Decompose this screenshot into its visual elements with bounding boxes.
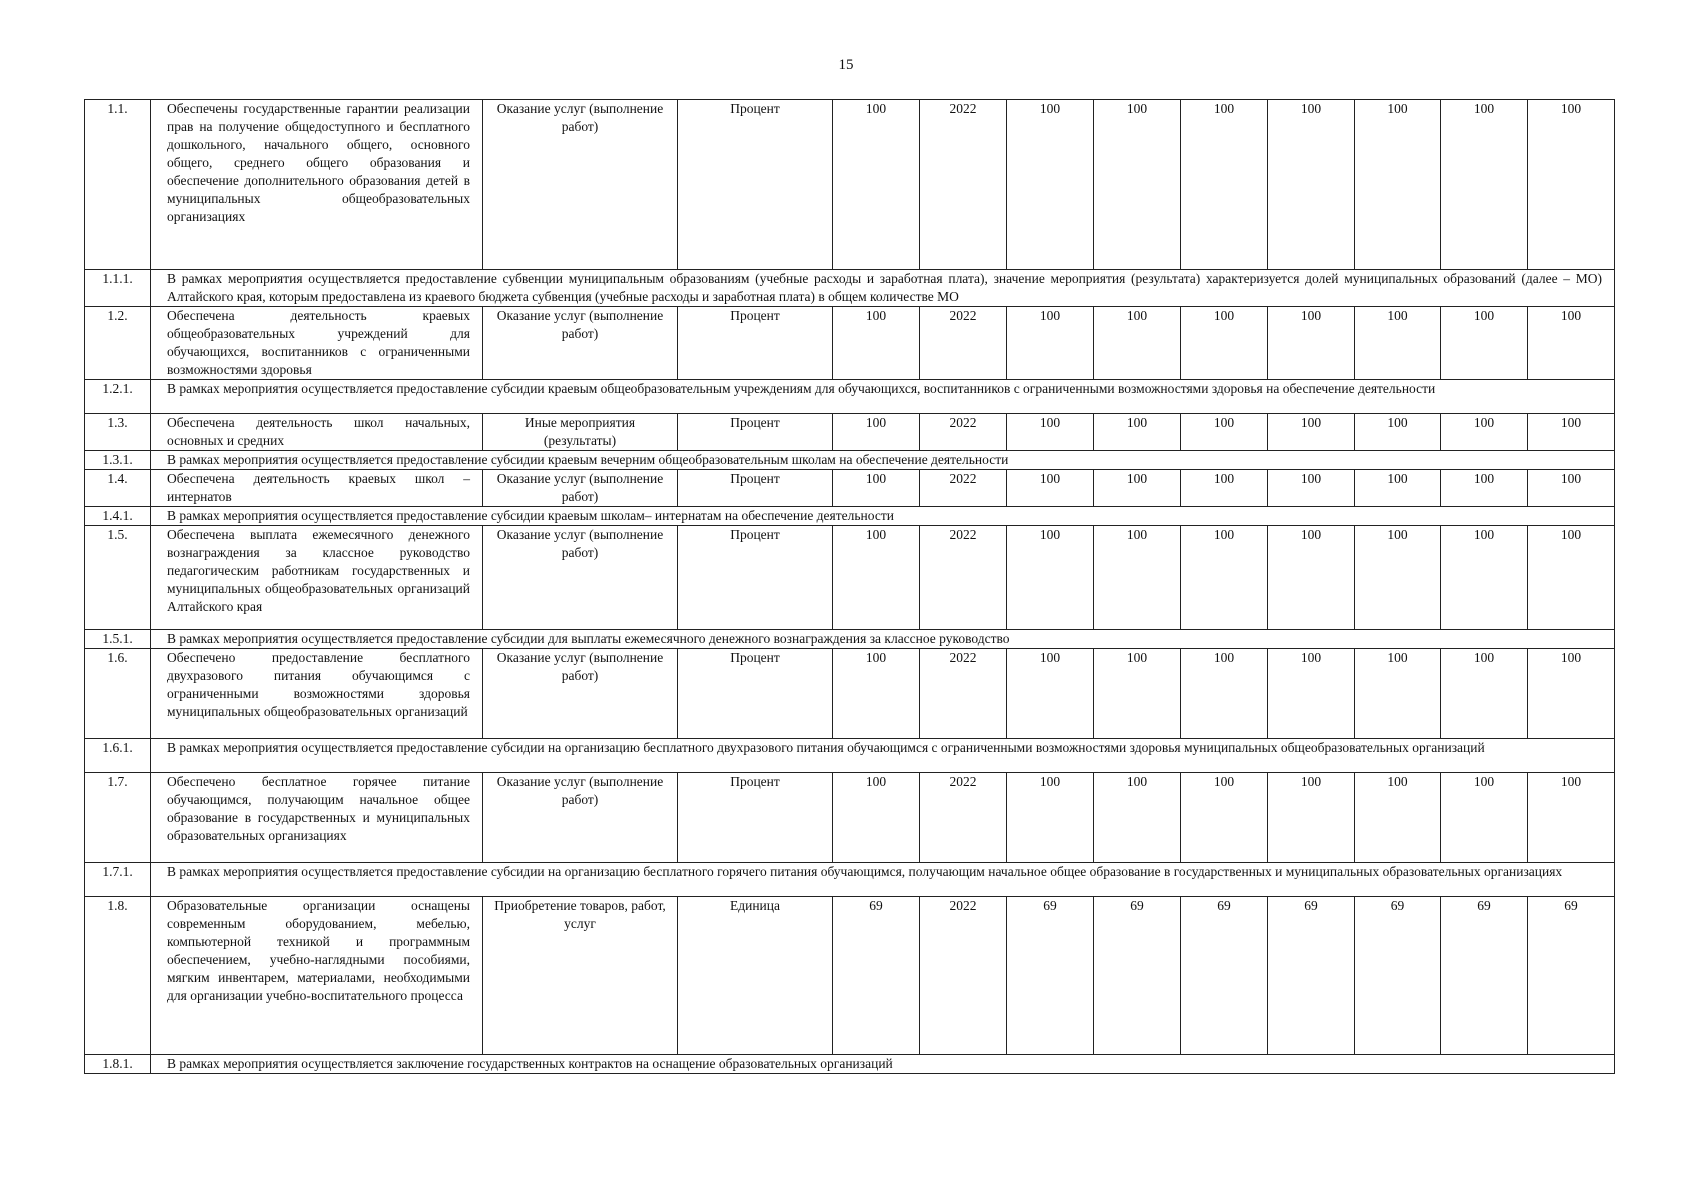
target-value: 69 [1441,897,1528,1055]
measure-type: Иные мероприятия (результаты) [483,414,678,451]
row-number: 1.4.1. [85,507,151,526]
unit-of-measure: Процент [678,773,833,863]
row-number: 1.2. [85,307,151,380]
base-year: 2022 [920,414,1007,451]
target-value: 100 [1007,649,1094,739]
target-value: 100 [1268,773,1355,863]
target-value: 100 [1528,100,1615,270]
target-value: 100 [1094,470,1181,507]
base-year: 2022 [920,897,1007,1055]
table-row-description [85,863,1615,897]
unit-of-measure: Процент [678,526,833,630]
row-number: 1.5.1. [85,630,151,649]
target-value: 100 [1268,307,1355,380]
table-row-indicator [85,897,1615,1055]
target-value: 100 [1007,307,1094,380]
target-value: 100 [1268,100,1355,270]
row-number: 1.6.1. [85,739,151,773]
base-year: 2022 [920,526,1007,630]
measure-type: Оказание услуг (выполнение работ) [483,307,678,380]
row-number: 1.7.1. [85,863,151,897]
table-row-description [85,507,1615,526]
target-value: 100 [1007,414,1094,451]
target-value: 100 [1528,414,1615,451]
base-value: 100 [833,649,920,739]
target-value: 100 [1441,100,1528,270]
base-year: 2022 [920,470,1007,507]
row-number: 1.3.1. [85,451,151,470]
target-value: 100 [1181,649,1268,739]
target-value: 100 [1094,526,1181,630]
table-row-indicator [85,649,1615,739]
target-value: 100 [1181,100,1268,270]
target-value: 100 [1094,649,1181,739]
row-number: 1.5. [85,526,151,630]
target-value: 100 [1528,470,1615,507]
target-value: 100 [1441,526,1528,630]
base-value: 100 [833,470,920,507]
table-row-indicator [85,526,1615,630]
indicator-name: Обеспечена деятельность краевых общеобразовательных учреждений для обучающихся, воспитанников с ограниченными возможностями здоровья [151,307,483,380]
table-body [85,100,1615,1074]
target-value: 100 [1007,526,1094,630]
indicator-name: Обеспечено бесплатное горячее питание обучающимся, получающим начальное общее образование в государственных и муниципальных образовательных организациях [151,773,483,863]
target-value: 100 [1094,414,1181,451]
indicator-name: Обеспечена деятельность школ начальных, основных и средних [151,414,483,451]
measure-description: В рамках мероприятия осуществляется предоставление субсидии на организацию бесплатного двухразового питания обучающимся с ограниченными возможностями здоровья муниципальных общеобразовательных организаций [151,739,1615,773]
target-value: 100 [1355,773,1441,863]
target-value: 100 [1268,470,1355,507]
indicator-name: Обеспечена выплата ежемесячного денежного вознаграждения за классное руководство педагогическим работникам государственных и муниципальных общеобразовательных организаций Алтайского края [151,526,483,630]
base-year: 2022 [920,100,1007,270]
target-value: 100 [1355,470,1441,507]
target-value: 100 [1355,307,1441,380]
target-value: 69 [1094,897,1181,1055]
target-value: 69 [1355,897,1441,1055]
target-value: 100 [1181,307,1268,380]
measure-description: В рамках мероприятия осуществляется предоставление субсидии краевым общеобразовательным учреждениям для обучающихся, воспитанников с ограниченными возможностями здоровья на обеспечение деятельности [151,380,1615,414]
table-row-description [85,451,1615,470]
target-value: 100 [1528,526,1615,630]
unit-of-measure: Процент [678,414,833,451]
target-value: 100 [1355,526,1441,630]
target-value: 100 [1181,526,1268,630]
table-row-description [85,739,1615,773]
row-number: 1.1.1. [85,270,151,307]
unit-of-measure: Единица [678,897,833,1055]
target-value: 100 [1268,526,1355,630]
target-value: 100 [1268,649,1355,739]
target-value: 100 [1441,414,1528,451]
base-year: 2022 [920,773,1007,863]
base-value: 100 [833,307,920,380]
base-year: 2022 [920,649,1007,739]
measure-type: Оказание услуг (выполнение работ) [483,100,678,270]
measure-description: В рамках мероприятия осуществляется предоставление субвенции муниципальным образованиям (учебные расходы и заработная плата), значение мероприятия (результата) характеризуется долей муниципальных образований (далее – МО) Алтайского края, которым предоставлена из краевого бюджета субвенция (учебные расходы и заработная плата) в общем количестве МО [151,270,1615,307]
table-row-description [85,380,1615,414]
measure-type: Приобретение товаров, работ, услуг [483,897,678,1055]
indicator-name: Обеспечены государственные гарантии реализации прав на получение общедоступного и бесплатного дошкольного, начального общего, основного общего, среднего общего образования и обеспечение дополнительного образования детей в муниципальных общеобразовательных организациях [151,100,483,270]
base-value: 100 [833,100,920,270]
page-number: 15 [838,57,854,73]
row-number: 1.8.1. [85,1055,151,1074]
target-value: 100 [1181,470,1268,507]
measure-description: В рамках мероприятия осуществляется предоставление субсидии краевым вечерним общеобразовательным школам на обеспечение деятельности [151,451,1615,470]
table-row-description [85,630,1615,649]
base-value: 69 [833,897,920,1055]
target-value: 100 [1441,773,1528,863]
measure-type: Оказание услуг (выполнение работ) [483,526,678,630]
target-value: 100 [1355,649,1441,739]
unit-of-measure: Процент [678,307,833,380]
unit-of-measure: Процент [678,649,833,739]
target-value: 100 [1441,307,1528,380]
target-value: 100 [1528,307,1615,380]
row-number: 1.6. [85,649,151,739]
row-number: 1.2.1. [85,380,151,414]
indicator-name: Обеспечена деятельность краевых школ – интернатов [151,470,483,507]
indicator-name: Образовательные организации оснащены современным оборудованием, мебелью, компьютерной техникой и программным обеспечением, учебно-наглядными пособиями, мягким инвентарем, материалами, необходимыми для организации учебно-воспитательного процесса [151,897,483,1055]
row-number: 1.1. [85,100,151,270]
target-value: 100 [1094,773,1181,863]
target-value: 100 [1181,414,1268,451]
target-value: 100 [1355,414,1441,451]
table-row-indicator [85,773,1615,863]
row-number: 1.7. [85,773,151,863]
row-number: 1.4. [85,470,151,507]
table-row-description [85,1055,1615,1074]
table-row-indicator [85,470,1615,507]
target-value: 100 [1007,470,1094,507]
target-value: 100 [1268,414,1355,451]
indicators-table [84,99,1615,1074]
row-number: 1.3. [85,414,151,451]
target-value: 100 [1528,649,1615,739]
row-number: 1.8. [85,897,151,1055]
base-value: 100 [833,526,920,630]
measure-description: В рамках мероприятия осуществляется предоставление субсидии для выплаты ежемесячного денежного вознаграждения за классное руководство [151,630,1615,649]
target-value: 100 [1007,100,1094,270]
indicator-name: Обеспечено предоставление бесплатного двухразового питания обучающимся с ограниченными возможностями здоровья муниципальных общеобразовательных организаций [151,649,483,739]
target-value: 100 [1528,773,1615,863]
target-value: 69 [1181,897,1268,1055]
table-row-indicator [85,100,1615,270]
target-value: 69 [1007,897,1094,1055]
table-row-description [85,270,1615,307]
measure-type: Оказание услуг (выполнение работ) [483,773,678,863]
measure-description: В рамках мероприятия осуществляется предоставление субсидии краевым школам– интернатам на обеспечение деятельности [151,507,1615,526]
target-value: 100 [1441,470,1528,507]
target-value: 100 [1441,649,1528,739]
target-value: 100 [1181,773,1268,863]
unit-of-measure: Процент [678,470,833,507]
measure-description: В рамках мероприятия осуществляется заключение государственных контрактов на оснащение образовательных организаций [151,1055,1615,1074]
target-value: 100 [1094,100,1181,270]
target-value: 69 [1528,897,1615,1055]
target-value: 100 [1355,100,1441,270]
table-row-indicator [85,307,1615,380]
target-value: 100 [1007,773,1094,863]
base-value: 100 [833,773,920,863]
measure-description: В рамках мероприятия осуществляется предоставление субсидии на организацию бесплатного горячего питания обучающимся, получающим начальное общее образование в государственных и муниципальных образовательных организациях [151,863,1615,897]
target-value: 100 [1094,307,1181,380]
base-value: 100 [833,414,920,451]
measure-type: Оказание услуг (выполнение работ) [483,470,678,507]
base-year: 2022 [920,307,1007,380]
measure-type: Оказание услуг (выполнение работ) [483,649,678,739]
table-row-indicator [85,414,1615,451]
unit-of-measure: Процент [678,100,833,270]
target-value: 69 [1268,897,1355,1055]
